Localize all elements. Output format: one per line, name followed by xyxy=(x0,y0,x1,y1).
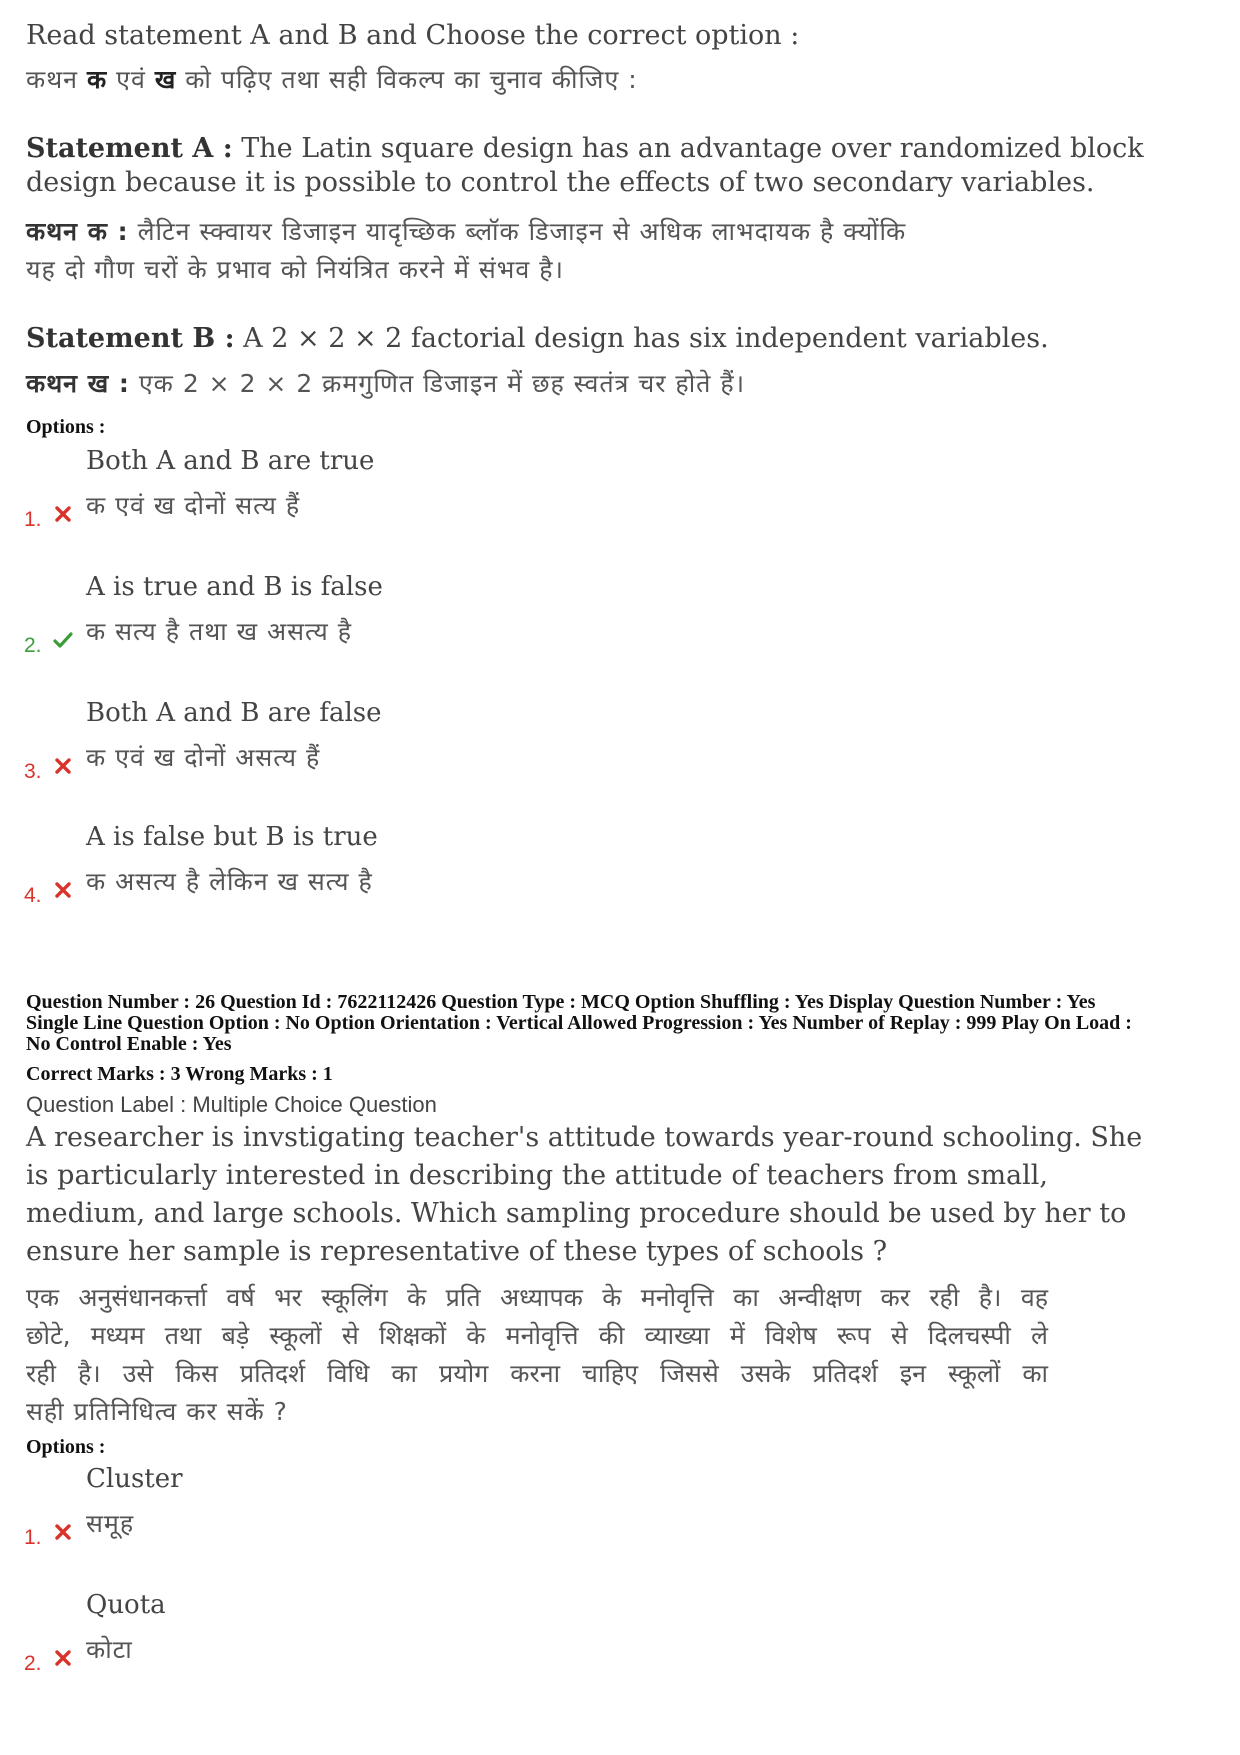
statement-a: Statement A : The Latin square design has an advantage over randomized block xyxy=(26,133,1144,164)
check-icon xyxy=(53,630,73,655)
option-text-hindi: क एवं ख दोनों सत्य हैं xyxy=(86,491,301,520)
instruction-text-hindi: कथन क एवं ख को पढ़िए तथा सही विकल्प का चुनाव कीजिए : xyxy=(26,65,638,94)
cross-icon xyxy=(53,1648,73,1673)
options-label: Options : xyxy=(26,1436,106,1458)
question-meta-line2: Single Line Question Option : No Option Orientation : Vertical Allowed Progression : Yes Number of Replay : 999 Play On Load : xyxy=(26,1012,1132,1034)
option-text-hindi: क सत्य है तथा ख असत्य है xyxy=(86,617,352,646)
question-text-line3: medium, and large schools. Which sampling procedure should be used by her to xyxy=(26,1198,1127,1229)
instruction-text: Read statement A and B and Choose the correct option : xyxy=(26,20,800,51)
marks-info: Correct Marks : 3 Wrong Marks : 1 xyxy=(26,1063,333,1085)
cross-icon xyxy=(53,504,73,529)
option-text-english: Quota xyxy=(86,1590,166,1620)
option-number: 3. xyxy=(24,760,42,783)
option-text-english: A is false but B is true xyxy=(86,822,378,852)
option-number: 1. xyxy=(24,1526,42,1549)
option-text-hindi: समूह xyxy=(86,1509,135,1538)
cross-icon xyxy=(53,756,73,781)
statement-a-hindi-line2: यह दो गौण चरों के प्रभाव को नियंत्रित करने में संभव है। xyxy=(26,255,564,284)
option-number: 1. xyxy=(24,508,42,531)
option-number: 2. xyxy=(24,1652,42,1675)
question-text-hindi-line1: एक अनुसंधानकर्त्ता वर्ष भर स्कूलिंग के प्रति अध्यापक के मनोवृत्ति का अन्वीक्षण कर रही है। वह xyxy=(26,1283,1048,1312)
option-text-hindi: कोटा xyxy=(86,1635,133,1664)
option-text-english: Cluster xyxy=(86,1464,183,1494)
question-text-hindi-line4: सही प्रतिनिधित्व कर सकें ? xyxy=(26,1397,288,1426)
statement-a-hindi: कथन क : लैटिन स्क्वायर डिजाइन यादृच्छिक ब्लॉक डिजाइन से अधिक लाभदायक है क्योंकि xyxy=(26,217,907,246)
option-text-hindi: क एवं ख दोनों असत्य हैं xyxy=(86,743,321,772)
question-text-hindi-line3: रही है। उसे किस प्रतिदर्श विधि का प्रयोग करना चाहिए जिससे उसके प्रतिदर्श इन स्कूलों का xyxy=(26,1359,1048,1388)
option-number: 2. xyxy=(24,634,42,657)
question-text-line2: is particularly interested in describing the attitude of teachers from small, xyxy=(26,1160,1048,1191)
option-number: 4. xyxy=(24,884,42,907)
question-meta-line1: Question Number : 26 Question Id : 7622112426 Question Type : MCQ Option Shuffling : Yes Display Question Number : Yes xyxy=(26,991,1096,1013)
options-label: Options : xyxy=(26,416,106,438)
statement-b: Statement B : A 2 × 2 × 2 factorial design has six independent variables. xyxy=(26,323,1049,354)
cross-icon xyxy=(53,880,73,905)
question-text-line4: ensure her sample is representative of these types of schools ? xyxy=(26,1236,888,1267)
question-text-line1: A researcher is invstigating teacher's attitude towards year-round schooling. She xyxy=(26,1122,1143,1153)
question-meta-line3: No Control Enable : Yes xyxy=(26,1033,232,1055)
question-text-hindi-line2: छोटे, मध्यम तथा बड़े स्कूलों से शिक्षकों के मनोवृत्ति की व्याख्या में विशेष रूप से दिलचस्पी ले xyxy=(26,1321,1048,1350)
option-text-english: A is true and B is false xyxy=(86,572,383,602)
question-label: Question Label : Multiple Choice Question xyxy=(26,1092,437,1117)
option-text-english: Both A and B are true xyxy=(86,446,375,476)
cross-icon xyxy=(53,1522,73,1547)
option-text-english: Both A and B are false xyxy=(86,698,382,728)
statement-a-line2: design because it is possible to control the effects of two secondary variables. xyxy=(26,167,1095,198)
option-text-hindi: क असत्य है लेकिन ख सत्य है xyxy=(86,867,373,896)
statement-b-hindi: कथन ख : एक 2 × 2 × 2 क्रमगुणित डिजाइन में छह स्वतंत्र चर होते हैं। xyxy=(26,369,746,398)
